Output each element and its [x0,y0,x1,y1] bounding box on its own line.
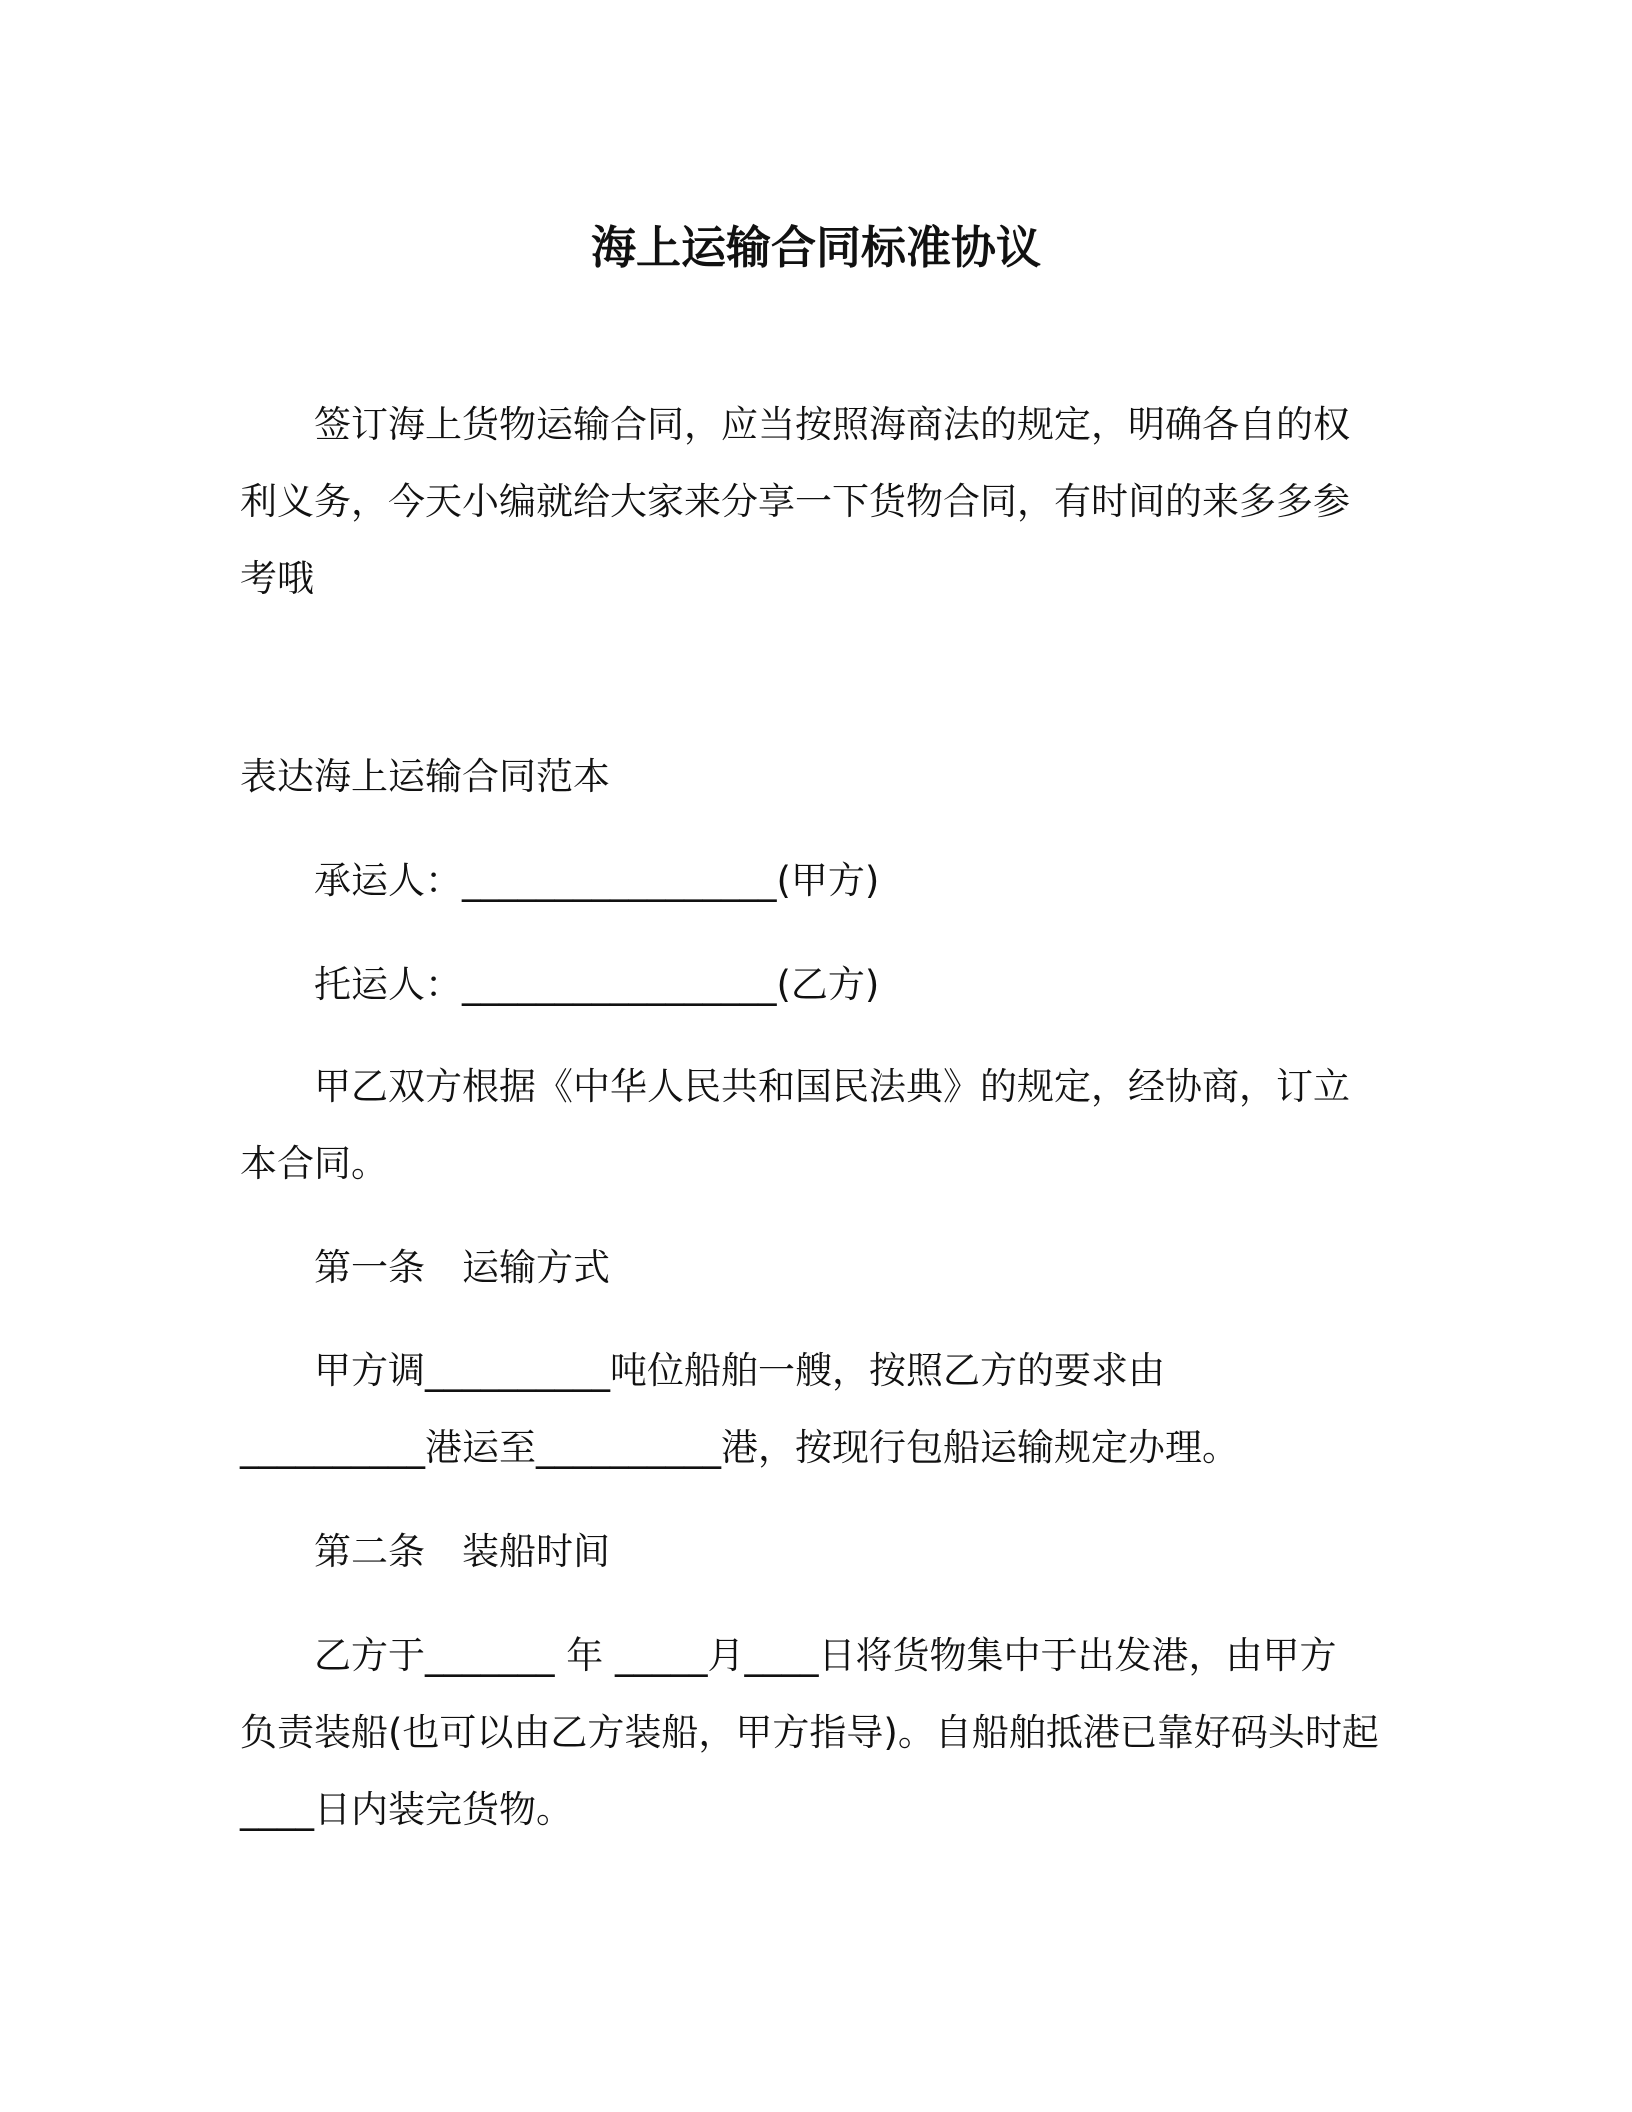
carrier-line-text: 承运人：_________________(甲方) [314,859,880,902]
article-1-body [240,1332,1400,1486]
section-heading: 表达海上运输合同范本 [240,755,610,798]
article-1-heading-text: 第一条 运输方式 [314,1246,610,1289]
article-2-heading-text: 第二条 装船时间 [314,1530,610,1573]
basis-paragraph [240,1048,1400,1202]
carrier-line [240,842,1400,919]
article-2-heading [240,1513,1400,1590]
article-2-line-2: 负责装船(也可以由乙方装船，甲方指导)。自船舶抵港已靠好码头时起 [240,1711,1379,1754]
article-1-line-1: 甲方调__________吨位船舶一艘，按照乙方的要求由 [314,1349,1165,1392]
document-title: 海上运输合同标准协议 [590,221,1041,274]
article-1-line-2: __________港运至__________港，按现行包船运输规定办理。 [240,1426,1239,1469]
intro-line-1: 签订海上货物运输合同，应当按照海商法的规定，明确各自的权 [314,403,1350,446]
shipper-line [240,946,1400,1023]
intro-paragraph [240,386,1400,617]
article-1-heading [240,1229,1400,1306]
intro-line-2: 利义务，今天小编就给大家来分享一下货物合同，有时间的来多多参 [240,480,1350,523]
basis-line-2: 本合同。 [240,1142,388,1185]
basis-line-1: 甲乙双方根据《中华人民共和国民法典》的规定，经协商，订立 [314,1065,1350,1108]
intro-line-3: 考哦 [240,557,314,600]
article-2-line-3: ____日内装完货物。 [240,1788,573,1831]
shipper-line-text: 托运人：_________________(乙方) [314,963,880,1006]
article-2-line-1: 乙方于_______ 年 _____月____日将货物集中于出发港，由甲方 [314,1634,1337,1677]
article-2-body [240,1617,1400,1848]
